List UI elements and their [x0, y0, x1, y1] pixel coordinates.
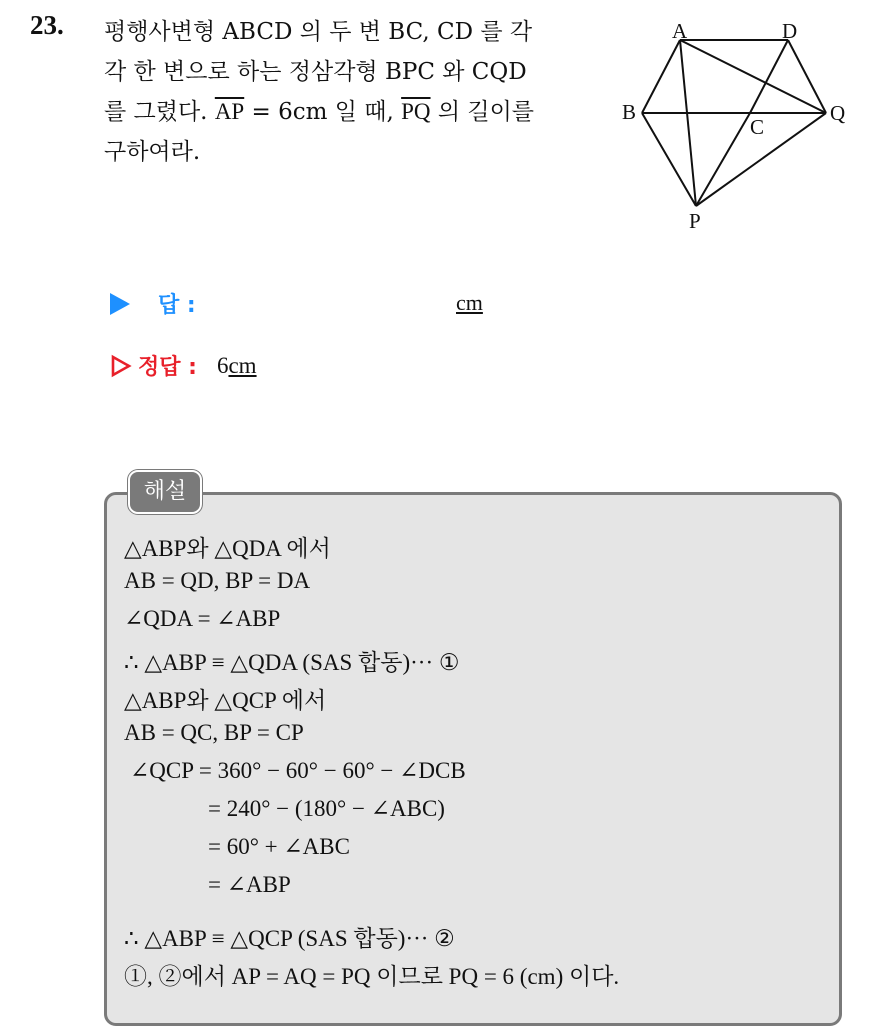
solution-line-4: ∴ △ABP ≡ △QDA (SAS 합동)··· ①: [124, 650, 460, 675]
label-b: B: [622, 100, 637, 124]
geometry-figure: [610, 18, 860, 238]
edge-dc: [750, 40, 788, 113]
solution-line-2: AB = QD, BP = DA: [124, 568, 311, 593]
outline-triangle-icon: [110, 354, 132, 378]
question-line-4: 구하여라.: [104, 139, 201, 165]
figure-lines: [642, 40, 826, 206]
question-line-2: 각 한 변으로 하는 정삼각형 BPC 와 CQD: [104, 59, 527, 85]
answer-blank-unit: cm: [456, 290, 483, 315]
edge-aq: [680, 40, 826, 113]
correct-answer-label: 정답 :: [138, 355, 197, 380]
solution-line-9: = 60° + ∠ABC: [208, 834, 350, 859]
label-d: D: [782, 19, 798, 43]
solution-line-6: AB = QC, BP = CP: [124, 720, 304, 745]
question-number: 23.: [30, 10, 64, 40]
correct-value-number: 6: [216, 352, 229, 378]
correct-value-unit: cm: [228, 352, 257, 378]
question-text: [104, 12, 596, 172]
solution-line-1: △ABP와 △QDA 에서: [124, 536, 331, 561]
edge-dq: [788, 40, 826, 113]
question-line-1: 평행사변형 ABCD 의 두 변 BC, CD 를 각: [104, 19, 533, 45]
correct-answer-row: [110, 350, 257, 381]
solution-line-5: △ABP와 △QCP 에서: [124, 688, 327, 713]
edge-cp: [696, 113, 750, 206]
edge-ab: [642, 40, 680, 113]
solution-tag: 해설: [128, 470, 202, 514]
answer-label: 답 :: [158, 293, 196, 318]
solution-line-11: ∴ △ABP ≡ △QCP (SAS 합동)··· ②: [124, 926, 455, 951]
solution-line-8: = 240° − (180° − ∠ABC): [208, 796, 445, 821]
solution-line-7: ∠QCP = 360° − 60° − 60° − ∠DCB: [130, 758, 466, 783]
play-triangle-icon: [110, 293, 130, 315]
label-q: Q: [830, 101, 846, 125]
label-p: P: [689, 209, 701, 233]
question-line-3-tail: 의 길이를: [430, 99, 535, 125]
label-c: C: [750, 115, 765, 139]
answer-row: [110, 288, 196, 319]
segment-pq: $\overline{PQ}$: [401, 99, 431, 124]
solution-line-3: ∠QDA = ∠ABP: [124, 606, 281, 631]
correct-answer-value: [217, 353, 257, 379]
question-line-3: 를 그렸다.: [104, 99, 208, 125]
segment-ap: $\overline{AP}$: [214, 99, 245, 124]
question-line-3-mid: = 6cm 일 때,: [244, 99, 402, 125]
solution-line-12: ①, ②에서 AP = AQ = PQ 이므로 PQ = 6 (cm) 이다.: [124, 964, 620, 989]
label-a: A: [672, 19, 688, 43]
solution-line-10: = ∠ABP: [208, 872, 291, 897]
